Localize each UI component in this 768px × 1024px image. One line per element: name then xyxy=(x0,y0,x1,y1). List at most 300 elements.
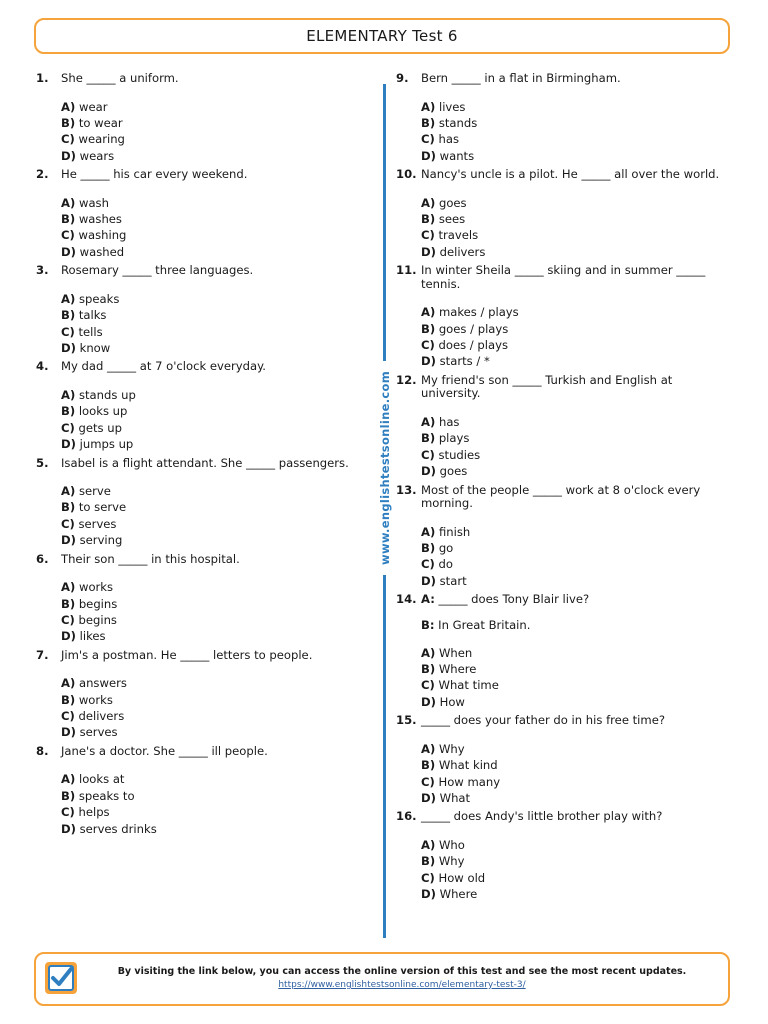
option-letter: D) xyxy=(421,790,436,805)
option-letter: A) xyxy=(61,772,76,787)
option-text: What xyxy=(439,790,471,805)
answer-option[interactable] xyxy=(61,628,366,644)
option-letter: A) xyxy=(61,291,76,306)
option-text: start xyxy=(439,573,467,588)
answer-option[interactable] xyxy=(421,540,731,556)
question-body: My dad _____ at 7 o'clock everyday. xyxy=(61,359,266,374)
question-number: 14. xyxy=(396,592,417,607)
option-letter: C) xyxy=(61,420,75,435)
option-letter: B) xyxy=(61,596,76,611)
answer-option[interactable] xyxy=(421,645,731,661)
option-letter: B) xyxy=(61,212,76,227)
option-letter: B) xyxy=(61,692,76,707)
answer-options xyxy=(421,414,731,480)
option-letter: A) xyxy=(421,195,436,210)
question-text xyxy=(61,457,366,471)
question xyxy=(36,360,366,452)
answer-option[interactable] xyxy=(61,307,366,323)
option-text: has xyxy=(438,414,460,429)
option-letter: A) xyxy=(61,484,76,498)
option-letter: C) xyxy=(421,557,435,572)
question-number: 2. xyxy=(36,167,49,182)
question-number: 8. xyxy=(36,743,49,758)
option-text: wears xyxy=(79,148,115,163)
option-text: to wear xyxy=(78,115,123,130)
answer-option[interactable] xyxy=(421,790,731,806)
option-letter: A) xyxy=(421,524,436,539)
option-letter: D) xyxy=(61,725,76,740)
option-letter: D) xyxy=(421,244,436,259)
answer-option[interactable] xyxy=(421,430,731,446)
option-text: plays xyxy=(438,431,470,446)
question xyxy=(36,168,366,260)
answer-options xyxy=(61,771,366,837)
answer-option[interactable] xyxy=(61,436,366,452)
option-text: travels xyxy=(438,228,479,243)
checkbox-icon xyxy=(44,961,78,995)
option-text: gets up xyxy=(78,420,122,435)
question-number: 6. xyxy=(36,551,49,566)
question-stem xyxy=(36,457,366,471)
question-stem xyxy=(396,168,731,182)
option-text: When xyxy=(438,645,473,660)
question-text xyxy=(61,72,366,86)
question-stem xyxy=(36,72,366,86)
answer-options xyxy=(61,579,366,645)
option-text: serves drinks xyxy=(79,821,157,836)
question-text xyxy=(61,360,366,374)
option-text: wash xyxy=(78,195,109,210)
answer-option[interactable] xyxy=(421,337,731,353)
question-stem xyxy=(36,745,366,759)
option-text: How many xyxy=(438,774,501,789)
option-letter: B) xyxy=(61,788,76,803)
answer-option[interactable] xyxy=(421,556,731,572)
question-number: 10. xyxy=(396,167,417,182)
option-letter: A) xyxy=(61,99,76,114)
option-text: finish xyxy=(438,524,471,539)
option-text: Why xyxy=(438,741,465,756)
option-text: serving xyxy=(79,533,123,548)
option-text: serves xyxy=(79,725,118,740)
answer-option[interactable] xyxy=(421,115,731,131)
question-stem xyxy=(36,168,366,182)
answer-option[interactable] xyxy=(61,788,366,804)
option-letter: C) xyxy=(61,709,75,724)
answer-option[interactable] xyxy=(421,463,731,479)
question-number: 11. xyxy=(396,263,417,278)
option-text: looks at xyxy=(78,772,125,787)
answer-options xyxy=(61,387,366,453)
question-text xyxy=(421,484,731,511)
option-text: begins xyxy=(78,596,118,611)
footer-link[interactable]: https://www.englishtestsonline.com/elementary-test-3/ xyxy=(278,980,526,990)
option-text: goes xyxy=(438,195,467,210)
answer-option[interactable] xyxy=(61,99,366,115)
option-text: wearing xyxy=(78,132,125,147)
option-letter: C) xyxy=(61,612,75,627)
question-body: Jane's a doctor. She _____ ill people. xyxy=(61,743,268,758)
answer-options xyxy=(421,99,731,165)
option-text: What time xyxy=(438,678,499,693)
answer-option[interactable] xyxy=(61,131,366,147)
option-letter: A) xyxy=(421,837,436,852)
option-letter: A) xyxy=(61,387,76,402)
answer-option[interactable] xyxy=(421,661,731,677)
question-number: 15. xyxy=(396,713,417,728)
option-letter: D) xyxy=(61,148,76,163)
question-reply xyxy=(421,618,731,632)
option-text: go xyxy=(438,540,454,555)
option-letter: A) xyxy=(421,645,436,660)
answer-option[interactable] xyxy=(421,447,731,463)
option-text: Who xyxy=(438,837,465,852)
option-letter: A) xyxy=(421,305,436,320)
option-letter: D) xyxy=(61,340,76,355)
answer-option[interactable] xyxy=(421,414,731,430)
answer-option[interactable] xyxy=(421,886,731,902)
answer-option[interactable] xyxy=(61,211,366,227)
answer-option[interactable] xyxy=(61,115,366,131)
option-text: How old xyxy=(438,870,486,885)
answer-option[interactable] xyxy=(421,677,731,693)
question-stem xyxy=(396,714,731,728)
option-letter: B) xyxy=(421,431,436,446)
question xyxy=(36,553,366,645)
answer-option[interactable] xyxy=(421,148,731,164)
answer-option[interactable] xyxy=(421,321,731,337)
question-number: 4. xyxy=(36,359,49,374)
answer-options xyxy=(61,483,366,549)
question xyxy=(36,649,366,741)
option-letter: D) xyxy=(421,464,436,479)
question xyxy=(36,745,366,837)
question-text xyxy=(61,745,366,759)
answer-options xyxy=(421,524,731,590)
option-text: Where xyxy=(438,662,477,677)
option-letter: D) xyxy=(61,821,76,836)
option-text: How xyxy=(439,694,465,709)
option-letter: A) xyxy=(421,414,436,429)
question-number: 12. xyxy=(396,372,417,387)
question xyxy=(36,264,366,356)
question-stem xyxy=(36,553,366,567)
option-text: wants xyxy=(439,148,475,163)
option-text: makes / plays xyxy=(438,305,519,320)
question-body: Isabel is a flight attendant. She _____ passengers. xyxy=(61,455,349,470)
answer-options xyxy=(61,675,366,741)
option-letter: D) xyxy=(421,694,436,709)
answer-option[interactable] xyxy=(61,596,366,612)
option-letter: D) xyxy=(421,148,436,163)
answer-options xyxy=(61,291,366,357)
question-text xyxy=(421,714,731,728)
option-letter: D) xyxy=(61,629,76,644)
option-letter: B) xyxy=(421,540,436,555)
option-letter: B) xyxy=(421,321,436,336)
answer-options xyxy=(421,195,731,261)
option-text: does / plays xyxy=(438,338,508,353)
option-text: tells xyxy=(78,324,103,339)
option-letter: A) xyxy=(421,741,436,756)
option-text: lives xyxy=(438,99,466,114)
option-letter: D) xyxy=(421,354,436,369)
option-text: Where xyxy=(439,887,478,902)
answer-option[interactable] xyxy=(61,420,366,436)
option-letter: A) xyxy=(421,99,436,114)
option-letter: C) xyxy=(61,516,75,531)
option-text: studies xyxy=(438,447,481,462)
question-body: Bern _____ in a flat in Birmingham. xyxy=(421,71,621,85)
answer-option[interactable] xyxy=(421,837,731,853)
option-letter: C) xyxy=(421,870,435,885)
option-letter: B) xyxy=(61,500,76,515)
question xyxy=(36,457,366,549)
option-letter: A) xyxy=(61,195,76,210)
question-stem xyxy=(396,484,731,511)
option-letter: C) xyxy=(61,228,75,243)
option-text: helps xyxy=(78,805,110,820)
option-letter: B) xyxy=(421,758,436,773)
answer-option[interactable] xyxy=(61,148,366,164)
option-letter: C) xyxy=(61,805,75,820)
answer-option[interactable] xyxy=(61,387,366,403)
question-body: Their son _____ in this hospital. xyxy=(61,551,240,566)
reply-text: In Great Britain. xyxy=(438,617,531,632)
option-text: serves xyxy=(78,516,117,531)
option-text: works xyxy=(78,580,114,595)
question xyxy=(396,168,731,260)
answer-options xyxy=(421,741,731,807)
question-text xyxy=(61,168,366,182)
answer-option[interactable] xyxy=(61,612,366,628)
option-letter: B) xyxy=(421,854,436,869)
option-text: begins xyxy=(78,612,117,627)
answer-option[interactable] xyxy=(421,227,731,243)
question-body: _____ does Tony Blair live? xyxy=(438,592,590,607)
answer-option[interactable] xyxy=(421,131,731,147)
option-text: washing xyxy=(78,228,127,243)
option-text: know xyxy=(79,340,111,355)
option-letter: C) xyxy=(421,132,435,147)
question-stem xyxy=(396,264,731,291)
question-stem xyxy=(396,593,731,607)
title-box xyxy=(34,18,730,54)
answer-option[interactable] xyxy=(421,694,731,710)
question-text xyxy=(421,264,731,291)
question-text xyxy=(61,264,366,278)
question-text xyxy=(421,593,731,607)
answer-option[interactable] xyxy=(61,771,366,787)
answer-option[interactable] xyxy=(61,244,366,260)
question-body: _____ does Andy's little brother play with? xyxy=(421,809,663,824)
option-letter: C) xyxy=(61,132,75,147)
option-text: delivers xyxy=(439,244,486,259)
option-text: to serve xyxy=(78,500,127,515)
option-text: speaks to xyxy=(78,788,135,803)
question-body: He _____ his car every weekend. xyxy=(61,167,248,182)
question-number: 3. xyxy=(36,263,49,278)
question xyxy=(396,810,731,902)
answer-option[interactable] xyxy=(61,403,366,419)
option-text: likes xyxy=(79,629,106,644)
question-text xyxy=(61,649,366,663)
question-body: My friend's son _____ Turkish and English at university. xyxy=(421,372,673,401)
answer-option[interactable] xyxy=(61,708,366,724)
answer-option[interactable] xyxy=(421,195,731,211)
answer-option[interactable] xyxy=(421,524,731,540)
question-stem xyxy=(396,810,731,824)
option-letter: C) xyxy=(421,447,435,462)
question xyxy=(396,484,731,590)
answer-option[interactable] xyxy=(61,724,366,740)
answer-options xyxy=(61,99,366,165)
question-stem xyxy=(36,360,366,374)
option-letter: D) xyxy=(61,244,76,259)
question-number: 5. xyxy=(36,455,49,470)
speaker-label: A: xyxy=(421,592,435,607)
question-number: 9. xyxy=(396,71,409,85)
option-letter: A) xyxy=(61,580,76,595)
question-number: 13. xyxy=(396,482,417,497)
question-text xyxy=(421,168,731,182)
question-text xyxy=(421,810,731,824)
question xyxy=(396,593,731,710)
answer-option[interactable] xyxy=(421,244,731,260)
question xyxy=(36,72,366,164)
answer-option[interactable] xyxy=(61,532,366,548)
question xyxy=(396,374,731,480)
answer-option[interactable] xyxy=(61,324,366,340)
answer-option[interactable] xyxy=(421,353,731,369)
question-stem xyxy=(36,264,366,278)
option-text: What kind xyxy=(438,758,498,773)
option-text: works xyxy=(78,692,113,707)
answer-option[interactable] xyxy=(421,211,731,227)
question-stem xyxy=(36,649,366,663)
option-text: goes / plays xyxy=(438,321,509,336)
option-letter: C) xyxy=(421,678,435,693)
option-text: answers xyxy=(78,676,127,691)
option-letter: B) xyxy=(61,404,76,419)
option-letter: C) xyxy=(421,338,435,353)
question-text xyxy=(61,553,366,567)
question-stem xyxy=(396,374,731,401)
option-letter: B) xyxy=(421,115,436,130)
option-letter: D) xyxy=(421,573,436,588)
question-number: 16. xyxy=(396,809,417,824)
option-letter: C) xyxy=(421,228,435,243)
option-text: looks up xyxy=(78,404,128,419)
question-body: Nancy's uncle is a pilot. He _____ all over the world. xyxy=(421,167,720,182)
question-text xyxy=(421,72,731,86)
answer-option[interactable] xyxy=(61,291,366,307)
answer-option[interactable] xyxy=(421,774,731,790)
answer-option[interactable] xyxy=(61,227,366,243)
option-letter: C) xyxy=(421,774,435,789)
answer-option[interactable] xyxy=(61,516,366,532)
option-text: delivers xyxy=(78,709,125,724)
option-text: washes xyxy=(78,212,122,227)
option-text: wear xyxy=(78,99,108,114)
option-letter: D) xyxy=(61,437,76,452)
option-letter: B) xyxy=(61,115,76,130)
question xyxy=(396,714,731,806)
side-url: www.englishtestsonline.com xyxy=(378,361,392,575)
answer-option[interactable] xyxy=(421,757,731,773)
answer-option[interactable] xyxy=(61,804,366,820)
questions-left-column xyxy=(36,72,366,841)
answer-option[interactable] xyxy=(61,821,366,837)
question-body: In winter Sheila _____ skiing and in summer _____ tennis. xyxy=(421,263,706,291)
option-letter: B) xyxy=(421,662,436,677)
footer-text: By visiting the link below, you can access the online version of this test and see the most recent updates. xyxy=(117,966,687,977)
answer-options xyxy=(61,195,366,261)
question-stem xyxy=(396,72,731,86)
question-body: Jim's a postman. He _____ letters to people. xyxy=(61,647,313,662)
option-text: stands xyxy=(438,115,478,130)
answer-option[interactable] xyxy=(61,499,366,515)
answer-option[interactable] xyxy=(61,692,366,708)
option-text: has xyxy=(438,132,459,147)
page-title: ELEMENTARY Test 6 xyxy=(306,27,458,45)
option-text: serve xyxy=(78,484,111,498)
question-number: 7. xyxy=(36,647,49,662)
question xyxy=(396,72,731,164)
answer-option[interactable] xyxy=(61,579,366,595)
option-text: speaks xyxy=(78,291,120,306)
option-text: Why xyxy=(438,854,465,869)
question-text xyxy=(421,374,731,401)
question-body: Rosemary _____ three languages. xyxy=(61,263,254,278)
option-text: do xyxy=(438,557,453,572)
answer-option[interactable] xyxy=(421,853,731,869)
answer-option[interactable] xyxy=(61,675,366,691)
option-letter: B) xyxy=(421,212,436,227)
option-text: goes xyxy=(439,464,468,479)
option-letter: C) xyxy=(61,324,75,339)
answer-options xyxy=(421,645,731,711)
option-text: washed xyxy=(79,244,125,259)
option-letter: B) xyxy=(61,308,76,323)
option-letter: D) xyxy=(421,887,436,902)
question-body: Most of the people _____ work at 8 o'clock every morning. xyxy=(421,482,701,510)
answer-option[interactable] xyxy=(61,340,366,356)
answer-option[interactable] xyxy=(61,195,366,211)
option-text: sees xyxy=(438,212,466,227)
option-text: starts / * xyxy=(439,354,490,369)
answer-option[interactable] xyxy=(421,870,731,886)
answer-option[interactable] xyxy=(421,304,731,320)
option-letter: A) xyxy=(61,676,76,691)
answer-options xyxy=(421,837,731,903)
answer-option[interactable] xyxy=(421,741,731,757)
answer-options xyxy=(421,304,731,370)
option-text: talks xyxy=(78,308,107,323)
speaker-label: B: xyxy=(421,617,435,632)
answer-option[interactable] xyxy=(61,483,366,499)
option-text: stands up xyxy=(78,387,136,402)
question-body: _____ does your father do in his free time? xyxy=(421,713,665,728)
question xyxy=(396,264,731,370)
questions-right-column xyxy=(396,72,731,907)
option-letter: D) xyxy=(61,533,76,548)
question-number: 1. xyxy=(36,71,49,85)
answer-option[interactable] xyxy=(421,99,731,115)
answer-option[interactable] xyxy=(421,573,731,589)
footer xyxy=(34,952,730,1006)
question-body: She _____ a uniform. xyxy=(61,71,179,85)
